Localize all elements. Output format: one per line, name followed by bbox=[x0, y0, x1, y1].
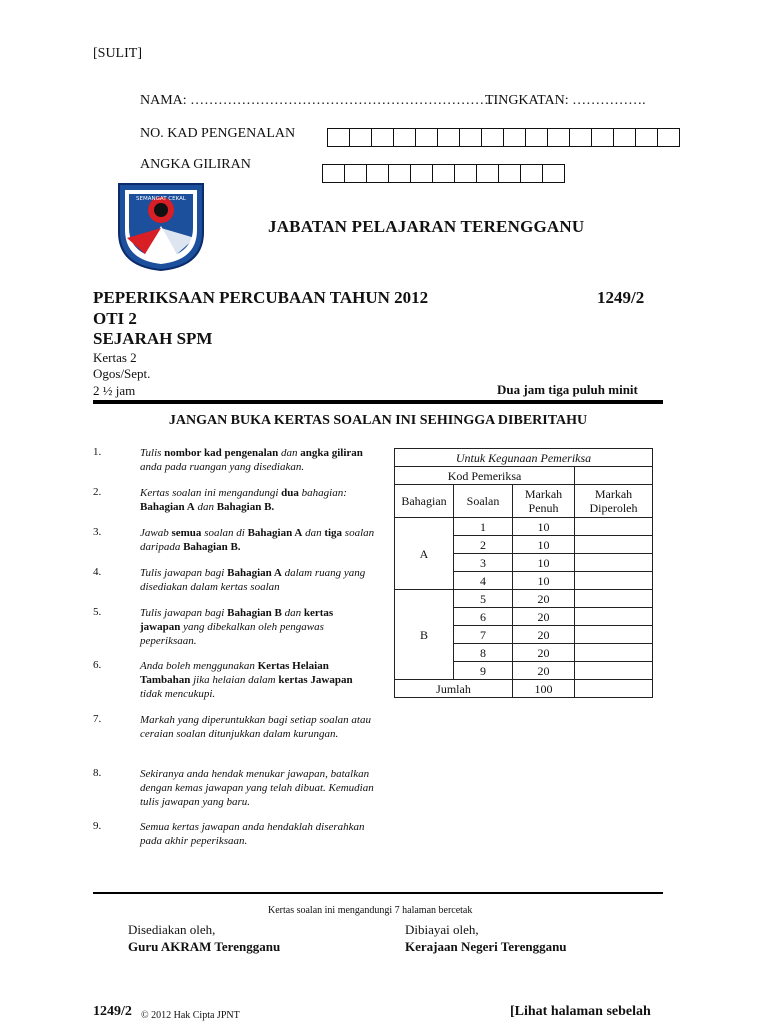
index-digit-box[interactable] bbox=[454, 164, 477, 183]
do-not-open-warning: JANGAN BUKA KERTAS SOALAN INI SEHINGGA DIBERITAHU bbox=[168, 413, 588, 428]
ic-digit-box[interactable] bbox=[613, 128, 636, 147]
full-marks: 20 bbox=[513, 644, 575, 662]
duration-label: 2 ½ jam bbox=[93, 383, 136, 398]
index-digit-box[interactable] bbox=[432, 164, 455, 183]
funded-by: Kerajaan Negeri Terengganu bbox=[405, 939, 567, 954]
full-marks: 20 bbox=[513, 626, 575, 644]
examiner-code-cell[interactable] bbox=[575, 467, 653, 485]
instruction-number: 1. bbox=[93, 446, 102, 458]
exam-title: PEPERIKSAAN PERCUBAAN TAHUN 2012 bbox=[93, 288, 429, 307]
marks-obtained-cell[interactable] bbox=[575, 518, 653, 536]
table-header: Bahagian bbox=[395, 485, 454, 518]
instruction-text: Tulis jawapan bagi Bahagian B dan kertas jawapan yang dibekalkan oleh pengawas peperiksaan. bbox=[140, 607, 334, 647]
ic-digit-box[interactable] bbox=[393, 128, 416, 147]
question-number: 5 bbox=[454, 590, 513, 608]
instruction-text: Semua kertas jawapan anda hendaklah diserahkan pada akhir peperiksaan. bbox=[140, 821, 365, 847]
index-digit-box[interactable] bbox=[388, 164, 411, 183]
ic-number-boxes[interactable] bbox=[328, 128, 680, 147]
index-field-label: ANGKA GILIRAN bbox=[140, 157, 251, 172]
question-number: 8 bbox=[454, 644, 513, 662]
full-marks: 10 bbox=[513, 554, 575, 572]
turn-over-note: [Lihat halaman sebelah bbox=[510, 1004, 651, 1019]
marks-obtained-cell[interactable] bbox=[575, 662, 653, 680]
footer-code: 1249/2 bbox=[93, 1004, 132, 1019]
total-label: Jumlah bbox=[395, 680, 513, 698]
department-title: JABATAN PELAJARAN TERENGGANU bbox=[268, 217, 585, 236]
section-label: B bbox=[395, 590, 454, 680]
header-divider bbox=[93, 400, 663, 404]
instruction-text: Jawab semua soalan di Bahagian A dan tiga soalan daripada Bahagian B. bbox=[140, 527, 375, 553]
marks-obtained-cell[interactable] bbox=[575, 644, 653, 662]
full-marks: 10 bbox=[513, 518, 575, 536]
instruction-text: Anda boleh menggunakan Kertas Helaian Tambahan jika helaian dalam kertas Jawapan tidak mencukupi. bbox=[140, 660, 353, 700]
full-marks: 10 bbox=[513, 536, 575, 554]
instruction-number: 4. bbox=[93, 566, 102, 578]
marks-obtained-cell[interactable] bbox=[575, 626, 653, 644]
ic-digit-box[interactable] bbox=[547, 128, 570, 147]
table-header: Soalan bbox=[454, 485, 513, 518]
index-digit-box[interactable] bbox=[498, 164, 521, 183]
full-marks: 10 bbox=[513, 572, 575, 590]
instruction-number: 5. bbox=[93, 606, 102, 618]
table-row bbox=[395, 590, 653, 608]
instruction-text: Tulis jawapan bagi Bahagian A dalam ruang yang disediakan dalam kertas soalan bbox=[140, 567, 366, 593]
exam-line2: OTI 2 bbox=[93, 309, 137, 328]
table-subtitle: Kod Pemeriksa bbox=[395, 467, 575, 485]
department-logo bbox=[115, 180, 207, 272]
funded-label: Dibiayai oleh, bbox=[405, 922, 479, 937]
question-number: 6 bbox=[454, 608, 513, 626]
ic-digit-box[interactable] bbox=[525, 128, 548, 147]
prepared-label: Disediakan oleh, bbox=[128, 922, 216, 937]
index-number-boxes[interactable] bbox=[323, 164, 565, 183]
subject-title: SEJARAH SPM bbox=[93, 329, 213, 348]
duration-words: Dua jam tiga puluh minit bbox=[497, 382, 638, 397]
form-field-label: TINGKATAN: ……………. bbox=[485, 93, 646, 108]
question-number: 4 bbox=[454, 572, 513, 590]
section-label: A bbox=[395, 518, 454, 590]
instruction-number: 9. bbox=[93, 820, 102, 832]
marks-obtained-cell[interactable] bbox=[575, 572, 653, 590]
index-digit-box[interactable] bbox=[366, 164, 389, 183]
index-digit-box[interactable] bbox=[344, 164, 367, 183]
instruction-number: 8. bbox=[93, 767, 102, 779]
name-field-label: NAMA: …………………………………………………………. bbox=[140, 93, 502, 108]
full-marks: 20 bbox=[513, 590, 575, 608]
instruction-number: 3. bbox=[93, 526, 102, 538]
index-digit-box[interactable] bbox=[410, 164, 433, 183]
ic-field-label: NO. KAD PENGENALAN bbox=[140, 126, 296, 141]
ic-digit-box[interactable] bbox=[569, 128, 592, 147]
ic-digit-box[interactable] bbox=[371, 128, 394, 147]
ic-digit-box[interactable] bbox=[437, 128, 460, 147]
question-number: 3 bbox=[454, 554, 513, 572]
instruction-number: 7. bbox=[93, 713, 102, 725]
classification-label: [SULIT] bbox=[93, 46, 142, 61]
instruction-text: Sekiranya anda hendak menukar jawapan, batalkan dengan kemas jawapan yang telah dibuat. Kemudian tulis jawapan yang baru. bbox=[140, 768, 374, 808]
question-number: 2 bbox=[454, 536, 513, 554]
instruction-number: 6. bbox=[93, 659, 102, 671]
instruction-text: Tulis nombor kad pengenalan dan angka giliran anda pada ruangan yang disediakan. bbox=[140, 447, 363, 473]
marks-obtained-cell[interactable] bbox=[575, 590, 653, 608]
index-digit-box[interactable] bbox=[542, 164, 565, 183]
ic-digit-box[interactable] bbox=[591, 128, 614, 147]
index-digit-box[interactable] bbox=[520, 164, 543, 183]
examiner-table bbox=[394, 448, 653, 698]
instruction-text: Markah yang diperuntukkan bagi setiap soalan atau ceraian soalan ditunjukkan dalam kurungan. bbox=[140, 714, 371, 740]
instruction-number: 2. bbox=[93, 486, 102, 498]
index-digit-box[interactable] bbox=[476, 164, 499, 183]
table-row bbox=[395, 518, 653, 536]
exam-code: 1249/2 bbox=[597, 288, 645, 307]
full-marks: 20 bbox=[513, 608, 575, 626]
question-number: 7 bbox=[454, 626, 513, 644]
ic-digit-box[interactable] bbox=[635, 128, 658, 147]
ic-digit-box[interactable] bbox=[415, 128, 438, 147]
month-label: Ogos/Sept. bbox=[93, 366, 151, 381]
ic-digit-box[interactable] bbox=[349, 128, 372, 147]
instruction-text: Kertas soalan ini mengandungi dua bahagian: Bahagian A dan Bahagian B. bbox=[140, 487, 347, 513]
pages-note: Kertas soalan ini mengandungi 7 halaman bercetak bbox=[268, 905, 473, 916]
footer-divider bbox=[93, 892, 663, 894]
total-value: 100 bbox=[513, 680, 575, 698]
logo-text: SEMANGAT CEKAL bbox=[136, 196, 186, 202]
total-obtained-cell[interactable] bbox=[575, 680, 653, 698]
ic-digit-box[interactable] bbox=[657, 128, 680, 147]
table-title: Untuk Kegunaan Pemeriksa bbox=[395, 449, 653, 467]
marks-obtained-cell[interactable] bbox=[575, 536, 653, 554]
full-marks: 20 bbox=[513, 662, 575, 680]
prepared-by: Guru AKRAM Terengganu bbox=[128, 939, 281, 954]
ic-digit-box[interactable] bbox=[327, 128, 350, 147]
question-number: 9 bbox=[454, 662, 513, 680]
paper-label: Kertas 2 bbox=[93, 350, 137, 365]
index-digit-box[interactable] bbox=[322, 164, 345, 183]
question-number: 1 bbox=[454, 518, 513, 536]
table-header: Markah Penuh bbox=[513, 485, 575, 518]
copyright: © 2012 Hak Cipta JPNT bbox=[141, 1010, 240, 1021]
ic-digit-box[interactable] bbox=[459, 128, 482, 147]
ic-digit-box[interactable] bbox=[481, 128, 504, 147]
ic-digit-box[interactable] bbox=[503, 128, 526, 147]
table-header: Markah Diperoleh bbox=[575, 485, 653, 518]
marks-obtained-cell[interactable] bbox=[575, 554, 653, 572]
marks-obtained-cell[interactable] bbox=[575, 608, 653, 626]
